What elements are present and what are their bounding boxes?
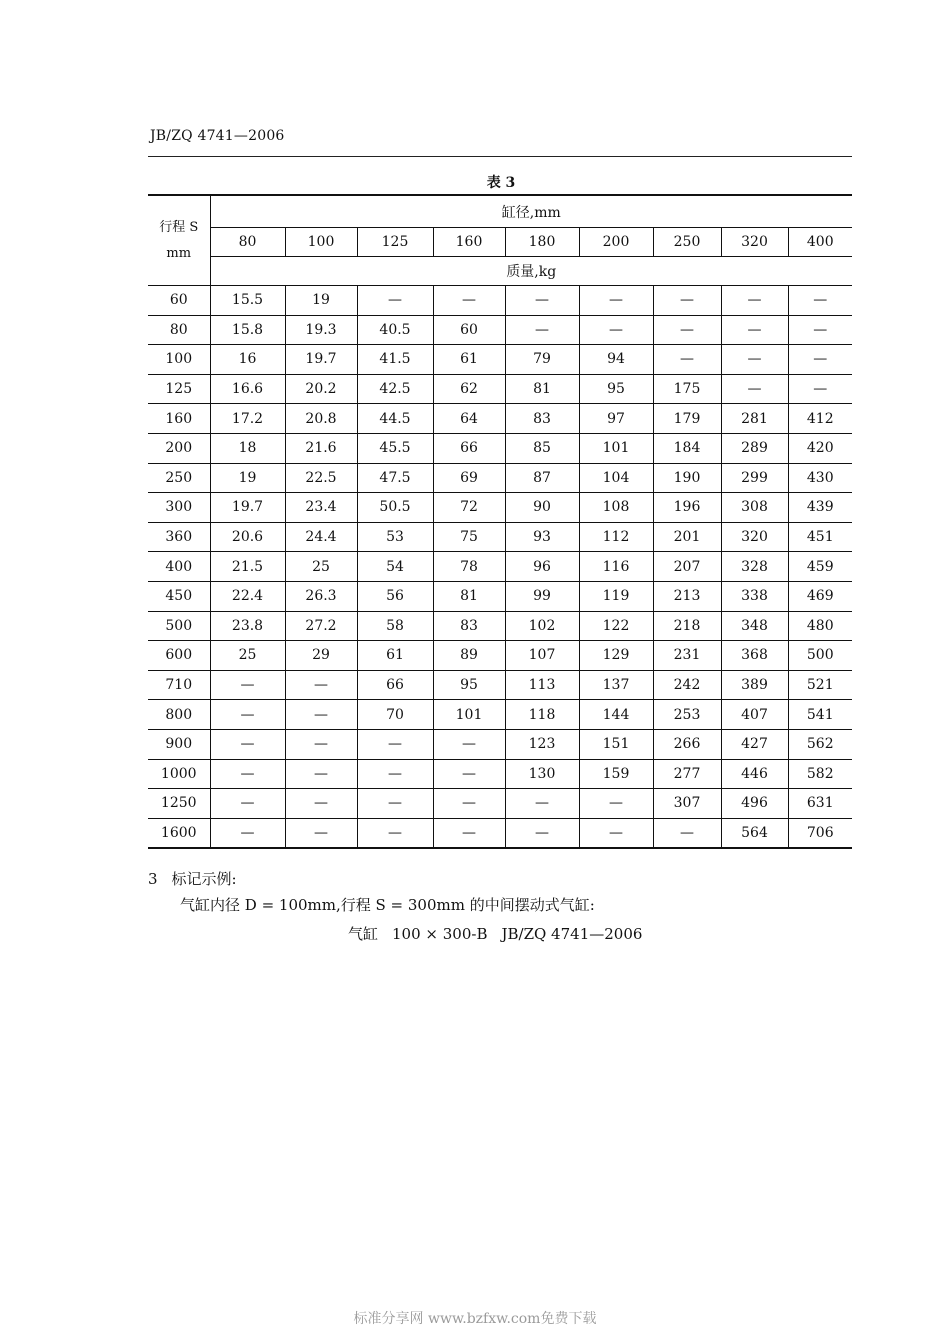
stroke-cell: 80 — [148, 315, 210, 345]
table-row — [148, 463, 852, 493]
table-row — [148, 315, 852, 345]
mass-cell: 231 — [653, 641, 721, 671]
mass-cell: 78 — [433, 552, 505, 582]
mass-cell: 42.5 — [357, 374, 433, 404]
mass-cell: 18 — [210, 433, 285, 463]
mass-cell: 85 — [505, 433, 579, 463]
mass-cell: 20.6 — [210, 522, 285, 552]
mass-cell: 184 — [653, 433, 721, 463]
mass-cell: 89 — [433, 641, 505, 671]
mass-cell: 66 — [433, 433, 505, 463]
mass-cell: 281 — [721, 404, 788, 434]
mass-table — [148, 194, 852, 849]
mass-cell: 119 — [579, 581, 653, 611]
mass-cell: — — [505, 789, 579, 819]
mass-cell: 66 — [357, 670, 433, 700]
stroke-cell: 100 — [148, 345, 210, 375]
marking-name: 气缸 — [348, 925, 379, 943]
mass-cell: 56 — [357, 581, 433, 611]
mass-cell: 16 — [210, 345, 285, 375]
mass-cell: — — [433, 729, 505, 759]
stroke-header-unit: mm — [166, 245, 192, 261]
bore-value-cell: 100 — [285, 228, 357, 257]
table-row — [148, 611, 852, 641]
mass-cell: — — [579, 315, 653, 345]
stroke-cell: 125 — [148, 374, 210, 404]
mass-cell: — — [721, 374, 788, 404]
table-row — [148, 493, 852, 523]
mass-cell: 201 — [653, 522, 721, 552]
mass-cell: 308 — [721, 493, 788, 523]
mass-cell: 338 — [721, 581, 788, 611]
mass-cell: 439 — [788, 493, 852, 523]
mass-cell: 95 — [579, 374, 653, 404]
mass-cell: 196 — [653, 493, 721, 523]
mass-cell: 17.2 — [210, 404, 285, 434]
mass-cell: — — [357, 759, 433, 789]
mass-cell: 113 — [505, 670, 579, 700]
mass-cell: 469 — [788, 581, 852, 611]
mass-cell: 179 — [653, 404, 721, 434]
mass-cell: 20.8 — [285, 404, 357, 434]
table-row — [148, 522, 852, 552]
mass-cell: 72 — [433, 493, 505, 523]
mass-cell: 25 — [285, 552, 357, 582]
bore-header: 缸径,mm — [210, 195, 852, 228]
mass-cell: — — [579, 789, 653, 819]
mass-cell: 368 — [721, 641, 788, 671]
mass-cell: — — [285, 729, 357, 759]
mass-cell: 116 — [579, 552, 653, 582]
mass-cell: 104 — [579, 463, 653, 493]
header-rule — [148, 156, 852, 157]
mass-cell: 562 — [788, 729, 852, 759]
mass-cell: — — [653, 818, 721, 848]
bore-values-row — [148, 228, 852, 257]
mass-cell: 23.4 — [285, 493, 357, 523]
bore-value-cell: 180 — [505, 228, 579, 257]
mass-cell: 90 — [505, 493, 579, 523]
table-row — [148, 789, 852, 819]
mass-cell: 320 — [721, 522, 788, 552]
mass-cell: 15.8 — [210, 315, 285, 345]
stroke-cell: 710 — [148, 670, 210, 700]
mass-cell: 44.5 — [357, 404, 433, 434]
mass-cell: 21.6 — [285, 433, 357, 463]
mass-cell: 54 — [357, 552, 433, 582]
mass-cell: 190 — [653, 463, 721, 493]
mass-cell: — — [579, 286, 653, 316]
mass-cell: 631 — [788, 789, 852, 819]
stroke-cell: 500 — [148, 611, 210, 641]
stroke-cell: 450 — [148, 581, 210, 611]
table-row — [148, 759, 852, 789]
mass-cell: 22.4 — [210, 581, 285, 611]
document-header: JB/ZQ 4741—2006 — [150, 128, 285, 144]
table-row — [148, 700, 852, 730]
mass-cell: — — [505, 286, 579, 316]
mass-cell: — — [285, 818, 357, 848]
bore-value-cell: 80 — [210, 228, 285, 257]
mass-cell: 582 — [788, 759, 852, 789]
mass-cell: — — [788, 286, 852, 316]
mass-cell: 19 — [210, 463, 285, 493]
mass-cell: — — [285, 700, 357, 730]
mass-cell: 480 — [788, 611, 852, 641]
mass-cell: 62 — [433, 374, 505, 404]
mass-cell: 75 — [433, 522, 505, 552]
mass-cell: 328 — [721, 552, 788, 582]
mass-cell: — — [433, 789, 505, 819]
marking-spec: 100 × 300-B — [392, 925, 488, 943]
table-row — [148, 433, 852, 463]
marking-standard: JB/ZQ 4741—2006 — [501, 925, 643, 943]
mass-cell: 541 — [788, 700, 852, 730]
mass-cell: 564 — [721, 818, 788, 848]
table-row — [148, 818, 852, 848]
mass-cell: 144 — [579, 700, 653, 730]
mass-cell: — — [653, 315, 721, 345]
stroke-cell: 250 — [148, 463, 210, 493]
mass-cell: 69 — [433, 463, 505, 493]
mass-cell: — — [210, 759, 285, 789]
mass-table-body — [148, 286, 852, 849]
stroke-header — [148, 195, 210, 286]
mass-cell: 427 — [721, 729, 788, 759]
mass-cell: 242 — [653, 670, 721, 700]
mass-cell: 41.5 — [357, 345, 433, 375]
mass-cell: — — [653, 286, 721, 316]
mass-cell: 118 — [505, 700, 579, 730]
mass-cell: — — [210, 789, 285, 819]
mass-cell: — — [210, 700, 285, 730]
mass-cell: 123 — [505, 729, 579, 759]
mass-cell: 95 — [433, 670, 505, 700]
mass-cell: 26.3 — [285, 581, 357, 611]
mass-cell: 451 — [788, 522, 852, 552]
section-title-text: 标记示例: — [171, 870, 237, 888]
mass-cell: — — [285, 789, 357, 819]
mass-cell: 213 — [653, 581, 721, 611]
mass-cell: — — [433, 818, 505, 848]
mass-cell: — — [357, 286, 433, 316]
mass-cell: 266 — [653, 729, 721, 759]
mass-cell: 21.5 — [210, 552, 285, 582]
mass-cell: 175 — [653, 374, 721, 404]
mass-cell: 122 — [579, 611, 653, 641]
stroke-cell: 160 — [148, 404, 210, 434]
mass-cell: 94 — [579, 345, 653, 375]
mass-cell: 45.5 — [357, 433, 433, 463]
mass-cell: 496 — [721, 789, 788, 819]
mass-cell: — — [788, 345, 852, 375]
stroke-cell: 900 — [148, 729, 210, 759]
mass-cell: 70 — [357, 700, 433, 730]
mass-cell: 277 — [653, 759, 721, 789]
mass-cell: 81 — [433, 581, 505, 611]
mass-cell: 137 — [579, 670, 653, 700]
mass-cell: — — [210, 670, 285, 700]
mass-cell: 407 — [721, 700, 788, 730]
stroke-cell: 1600 — [148, 818, 210, 848]
stroke-cell: 300 — [148, 493, 210, 523]
mass-cell: — — [210, 729, 285, 759]
mass-cell: 87 — [505, 463, 579, 493]
mass-cell: 348 — [721, 611, 788, 641]
mass-cell: 307 — [653, 789, 721, 819]
mass-cell: — — [285, 759, 357, 789]
mass-cell: 108 — [579, 493, 653, 523]
mass-cell: 96 — [505, 552, 579, 582]
mass-cell: 22.5 — [285, 463, 357, 493]
section-title — [148, 868, 237, 889]
mass-cell: 19.7 — [285, 345, 357, 375]
mass-cell: — — [505, 315, 579, 345]
stroke-cell: 200 — [148, 433, 210, 463]
table-row — [148, 552, 852, 582]
mass-cell: 151 — [579, 729, 653, 759]
mass-cell: 23.8 — [210, 611, 285, 641]
mass-cell: 412 — [788, 404, 852, 434]
table-row — [148, 641, 852, 671]
mass-cell: 446 — [721, 759, 788, 789]
stroke-cell: 600 — [148, 641, 210, 671]
mass-cell: 16.6 — [210, 374, 285, 404]
mass-cell: — — [285, 670, 357, 700]
table-row — [148, 404, 852, 434]
stroke-cell: 800 — [148, 700, 210, 730]
bore-value-cell: 400 — [788, 228, 852, 257]
mass-cell: 97 — [579, 404, 653, 434]
mass-cell: — — [433, 286, 505, 316]
mass-cell: 20.2 — [285, 374, 357, 404]
mass-cell: 130 — [505, 759, 579, 789]
mass-cell: 27.2 — [285, 611, 357, 641]
mass-cell: 40.5 — [357, 315, 433, 345]
mass-cell: 58 — [357, 611, 433, 641]
mass-cell: 389 — [721, 670, 788, 700]
mass-cell: 19 — [285, 286, 357, 316]
stroke-cell: 1250 — [148, 789, 210, 819]
mass-cell: 19.3 — [285, 315, 357, 345]
example-marking — [348, 923, 656, 944]
mass-cell: 101 — [433, 700, 505, 730]
stroke-header-label: 行程 S — [159, 219, 199, 235]
example-description: 气缸内径 D = 100mm,行程 S = 300mm 的中间摆动式气缸: — [180, 896, 595, 914]
section-number: 3 — [148, 870, 158, 888]
mass-cell: — — [788, 374, 852, 404]
mass-cell: 29 — [285, 641, 357, 671]
mass-cell: 83 — [433, 611, 505, 641]
mass-cell: 81 — [505, 374, 579, 404]
mass-cell: 60 — [433, 315, 505, 345]
table-row — [148, 374, 852, 404]
mass-cell: 64 — [433, 404, 505, 434]
mass-cell: — — [505, 818, 579, 848]
mass-cell: 218 — [653, 611, 721, 641]
mass-cell: 159 — [579, 759, 653, 789]
bore-value-cell: 125 — [357, 228, 433, 257]
mass-cell: 430 — [788, 463, 852, 493]
table-row — [148, 670, 852, 700]
stroke-cell: 400 — [148, 552, 210, 582]
mass-cell: — — [788, 315, 852, 345]
mass-cell: 102 — [505, 611, 579, 641]
table-row — [148, 286, 852, 316]
mass-cell: 15.5 — [210, 286, 285, 316]
mass-cell: 706 — [788, 818, 852, 848]
mass-cell: 53 — [357, 522, 433, 552]
mass-cell: 25 — [210, 641, 285, 671]
mass-cell: — — [721, 345, 788, 375]
mass-cell: 521 — [788, 670, 852, 700]
mass-cell: — — [357, 818, 433, 848]
stroke-cell: 360 — [148, 522, 210, 552]
mass-cell: — — [721, 315, 788, 345]
mass-cell: — — [653, 345, 721, 375]
mass-cell: 93 — [505, 522, 579, 552]
mass-cell: 420 — [788, 433, 852, 463]
mass-cell: 99 — [505, 581, 579, 611]
mass-cell: 101 — [579, 433, 653, 463]
bore-value-cell: 200 — [579, 228, 653, 257]
mass-cell: 83 — [505, 404, 579, 434]
mass-cell: 24.4 — [285, 522, 357, 552]
bore-value-cell: 250 — [653, 228, 721, 257]
mass-cell: 112 — [579, 522, 653, 552]
stroke-cell: 1000 — [148, 759, 210, 789]
table-row — [148, 581, 852, 611]
mass-cell: 19.7 — [210, 493, 285, 523]
mass-cell: 129 — [579, 641, 653, 671]
mass-cell: 459 — [788, 552, 852, 582]
watermark: 标准分享网 www.bzfxw.com免费下载 — [353, 1311, 597, 1327]
table-caption: 表 3 — [486, 175, 516, 191]
bore-value-cell: 320 — [721, 228, 788, 257]
bore-value-cell: 160 — [433, 228, 505, 257]
mass-cell: — — [210, 818, 285, 848]
mass-cell: 61 — [357, 641, 433, 671]
mass-cell: 253 — [653, 700, 721, 730]
mass-cell: 47.5 — [357, 463, 433, 493]
mass-cell: 500 — [788, 641, 852, 671]
mass-cell: 207 — [653, 552, 721, 582]
mass-cell: 289 — [721, 433, 788, 463]
mass-cell: — — [357, 789, 433, 819]
mass-cell: 50.5 — [357, 493, 433, 523]
mass-cell: 61 — [433, 345, 505, 375]
mass-cell: — — [721, 286, 788, 316]
mass-cell: — — [433, 759, 505, 789]
table-row — [148, 345, 852, 375]
table-row — [148, 729, 852, 759]
mass-cell: 299 — [721, 463, 788, 493]
stroke-cell: 60 — [148, 286, 210, 316]
mass-cell: 79 — [505, 345, 579, 375]
mass-header: 质量,kg — [210, 257, 852, 286]
mass-cell: — — [579, 818, 653, 848]
mass-cell: — — [357, 729, 433, 759]
mass-cell: 107 — [505, 641, 579, 671]
